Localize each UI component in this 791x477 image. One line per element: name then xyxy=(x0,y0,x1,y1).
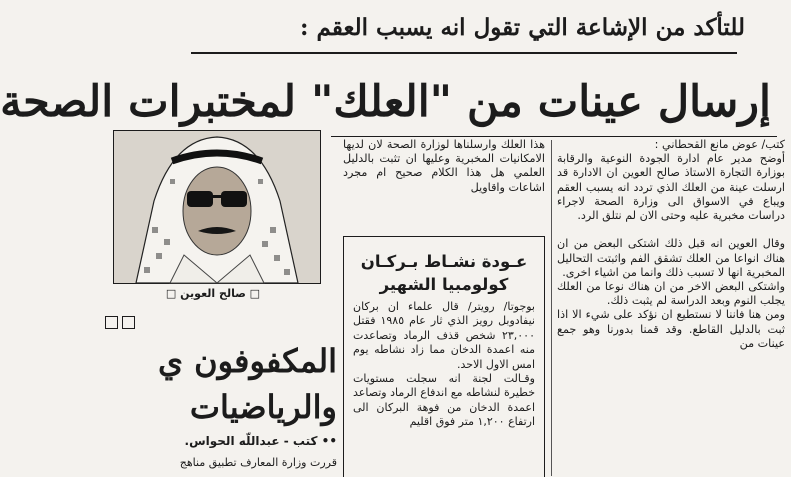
decorative-square-icon xyxy=(105,316,118,329)
news-box xyxy=(343,236,545,477)
portrait-illustration xyxy=(114,131,320,283)
main-headline: إرسال عينات من "العلك" لمختبرات الصحة xyxy=(0,77,771,127)
photo-caption: □ صالح العوين □ xyxy=(165,287,261,300)
article-column-middle: هذا العلك وارسلناها لوزارة الصحة لان لديها الامكانيات المخبرية وعليها ان تثبت بالدليل العلمي هل هذا الكلام صحيح ام مجرد اشاعات واقاويل xyxy=(343,138,545,194)
news-box-title: عـودة نشـاط بـركـان كولومبيا الشهير xyxy=(360,252,528,294)
side-story-snippet: قررت وزارة المعارف تطبيق مناهج xyxy=(179,456,337,469)
kicker-headline: للتأكد من الإشاعة التي تقول انه يسبب العقم : xyxy=(300,14,745,41)
portrait-photo xyxy=(113,130,321,284)
kicker-underline xyxy=(191,52,737,54)
side-story-byline: •• كتب - عبداللّه الحواس. xyxy=(184,434,337,448)
column-divider-top xyxy=(331,136,777,137)
article-column-right: كتب/ عوض مانع القحطاني : أوضح مدير عام ادارة الجودة النوعية والرقابة بوزارة التجارة الاستاذ صالح العوين ان الادارة قد ارسلت عينة من العلك الذي تردد انه يسبب العقم ويباع في الاسواق الى وزارة الصحة لاجراء دراسات مخبرية عليه وحتى الان لم نتلق الرد. وقال العوين انه قبل ذلك اشتكى البعض من ان هناك انواعا من العلك تشقق الفم واثبتت التحاليل المخبرية انها لا تسبب ذلك وانما من اشياء اخرى. واشتكى البعض الاخر من ان هناك نوعا من العلك يجلب النوم وبعد الدراسة لم يثبت ذلك. ومن هنا فاننا لا نستطيع ان نؤكد على شيء الا اذا ثبت بالدليل القاطع. وقد قمنا بدورنا وهو جمع عينات من xyxy=(557,138,785,350)
side-story-headline: المكفوفون ي والرياضيات xyxy=(157,342,337,426)
column-divider xyxy=(551,140,552,476)
news-box-body: بوجوتا/ رويتر/ قال علماء ان بركان نيفادوبل رويز الذي ثار عام ١٩٨٥ فقتل ٢٣,٠٠٠ شخص قذف الرماد وتصاعدت منه اعمدة الدخان مما زاد نشاطه يوم امس الاول الاحد. وقـالت لجنة انه سجلت مستويات خطيرة لنشاطه مع اندفاع الرماد وتصاعد اعمدة الدخان من فوهة البركان الى ارتفاع ١,٢٠٠ متر فوق اقليم xyxy=(353,300,535,429)
decorative-square-icon xyxy=(122,316,135,329)
